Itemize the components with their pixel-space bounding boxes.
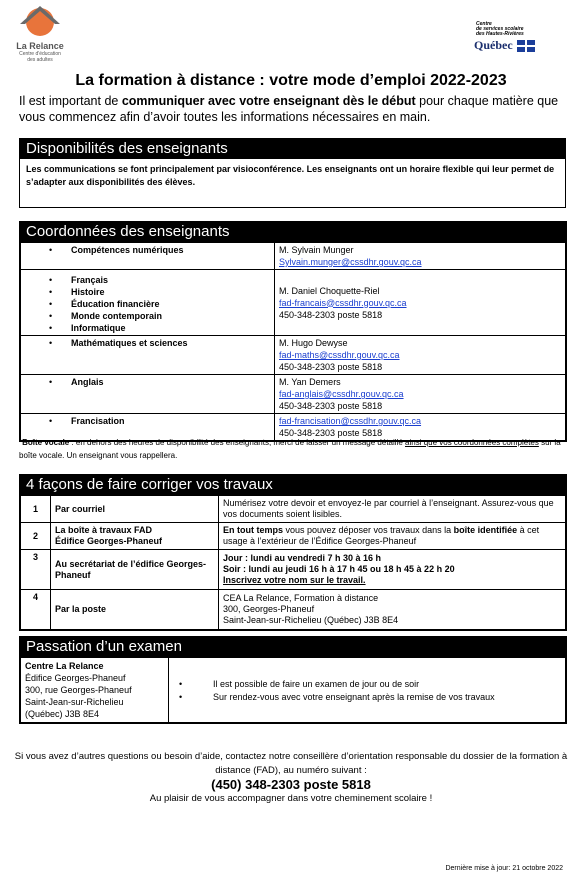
method-number: 3 bbox=[21, 550, 51, 590]
quebec-flag-icon bbox=[517, 40, 535, 52]
method-number: 1 bbox=[21, 496, 51, 523]
method-description: Jour : lundi au vendredi 7 h 30 à 16 h Soir : lundi au jeudi 16 h à 17 h 45 ou 18 h 45 à 22 h 20 Inscrivez votre nom sur le travail. bbox=[219, 550, 566, 590]
subject-item: • Francisation bbox=[25, 415, 270, 427]
teacher-email-link[interactable]: fad-francisation@cssdhr.gouv.qc.ca bbox=[279, 416, 422, 426]
exam-address: Centre La Relance Édifice Georges-Phaneuf 300, rue Georges-Phaneuf Saint-Jean-sur-Richelieu (Québec) J3B 8E4 bbox=[21, 658, 169, 723]
section-coordonnees bbox=[19, 221, 567, 442]
css-line-1: Centre bbox=[476, 21, 492, 27]
section-heading: Disponibilités des enseignants bbox=[20, 139, 565, 159]
exam-info bbox=[169, 658, 566, 723]
la-relance-logo-icon bbox=[20, 4, 60, 40]
table-row bbox=[21, 590, 566, 630]
section-heading: 4 façons de faire corriger vos travaux bbox=[20, 475, 566, 495]
method-label: Par courriel bbox=[51, 496, 219, 523]
table-row bbox=[21, 550, 566, 590]
subject-item: • Informatique bbox=[25, 322, 270, 334]
subject-item: • Monde contemporain bbox=[25, 310, 270, 322]
contact-paragraph: Si vous avez d’autres questions ou besoin d’aide, contactez notre conseillère d’orientation responsable du dossier de la formation à distance (FAD), au numéro suivant : bbox=[14, 751, 568, 776]
teacher-phone: 450-348-2303 poste 5818 bbox=[279, 428, 383, 438]
teachers-table bbox=[20, 242, 566, 441]
teacher-email-link[interactable]: fad-francais@cssdhr.gouv.qc.ca bbox=[279, 297, 407, 308]
teacher-name: M. Hugo Dewyse bbox=[279, 338, 348, 348]
quebec-wordmark: Québec bbox=[474, 38, 513, 52]
subject-item: • Histoire bbox=[25, 286, 270, 298]
table-row bbox=[21, 243, 566, 270]
teacher-phone: 450-348-2303 poste 5818 bbox=[279, 362, 383, 372]
method-description: Numérisez votre devoir et envoyez-le par courriel à l’enseignant. Assurez-vous que vos documents soient lisibles. bbox=[219, 496, 566, 523]
method-description: CEA La Relance, Formation à distance 300, Georges-Phaneuf Saint-Jean-sur-Richelieu (Québec) J3B 8E4 bbox=[219, 590, 566, 630]
section-heading: Coordonnées des enseignants bbox=[20, 222, 566, 242]
teacher-name: M. Yan Demers bbox=[279, 377, 341, 387]
logo-sub-1: Centre d'éducation bbox=[19, 51, 61, 57]
method-label: La boîte à travaux FAD Édifice Georges-Phaneuf bbox=[51, 523, 219, 550]
css-line-2: de services scolaire bbox=[476, 26, 524, 32]
section-heading: Passation d’un examen bbox=[20, 637, 566, 657]
method-label: Par la poste bbox=[51, 590, 219, 630]
teacher-email-link[interactable]: Sylvain.munger@cssdhr.gouv.qc.ca bbox=[279, 257, 422, 267]
table-row bbox=[21, 336, 566, 375]
closing-text: Au plaisir de vous accompagner dans votre cheminement scolaire ! bbox=[149, 793, 433, 804]
method-description: En tout temps vous pouvez déposer vos travaux dans la boîte identifiée à cet usage à l’extérieur de l’Édifice Georges-Phaneuf bbox=[219, 523, 566, 550]
la-relance-logo bbox=[10, 4, 70, 63]
teacher-name: M. Daniel Choquette-Riel bbox=[279, 285, 380, 296]
exam-table bbox=[20, 657, 566, 723]
method-number: 2 bbox=[21, 523, 51, 550]
exam-info-item: • Il est possible de faire un examen de jour ou de soir bbox=[169, 678, 565, 690]
method-number: 4 bbox=[21, 590, 51, 630]
methods-table bbox=[20, 495, 566, 630]
intro-paragraph: Il est important de communiquer avec votre enseignant dès le début pour chaque matière que vous commencez afin d’avoir toutes les informations nécessaires en main. bbox=[19, 94, 559, 124]
quebec-css-logo bbox=[474, 22, 566, 53]
teacher-email-link[interactable]: fad-maths@cssdhr.gouv.qc.ca bbox=[279, 350, 400, 360]
table-row bbox=[21, 270, 566, 336]
exam-info-item: • Sur rendez-vous avec votre enseignant après la remise de vos travaux bbox=[169, 691, 565, 703]
method-label: Au secrétariat de l’édifice Georges-Phaneuf bbox=[51, 550, 219, 590]
logo-name: La Relance bbox=[16, 41, 64, 51]
table-row bbox=[21, 658, 566, 723]
subject-item: • Anglais bbox=[25, 376, 270, 388]
section-travaux bbox=[19, 474, 567, 631]
table-row bbox=[21, 496, 566, 523]
table-row bbox=[21, 523, 566, 550]
logo-sub-2: des adultes bbox=[27, 57, 53, 63]
contact-phone: (450) 348-2303 poste 5818 bbox=[211, 777, 371, 792]
teacher-email-link[interactable]: fad-anglais@cssdhr.gouv.qc.ca bbox=[279, 389, 404, 399]
voicemail-note: *Boîte vocale : en dehors des heures de disponibilité des enseignants, merci de laisser un message détaillé ainsi que vos coordonnées complètes sur la boîte vocale. Un enseignant vous rappellera. bbox=[19, 438, 561, 460]
subject-item: • Français bbox=[25, 274, 270, 286]
subject-item: • Mathématiques et sciences bbox=[25, 337, 270, 349]
last-update: Dernière mise à jour: 21 octobre 2022 bbox=[445, 865, 563, 872]
teacher-phone: 450-348-2303 poste 5818 bbox=[279, 401, 383, 411]
subject-item: • Éducation financière bbox=[25, 298, 270, 310]
section-disponibilites bbox=[19, 138, 566, 208]
css-line-3: des Hautes-Rivières bbox=[476, 31, 524, 37]
page-title: La formation à distance : votre mode d’emploi 2022-2023 bbox=[75, 72, 507, 89]
teacher-phone: 450-348-2303 poste 5818 bbox=[279, 309, 383, 320]
dispo-text: Les communications se font principalement par visioconférence. Les enseignants ont un horaire flexible qui leur permet de s’adapter aux disponibilités des élèves. bbox=[26, 164, 555, 187]
table-row bbox=[21, 375, 566, 414]
teacher-name: M. Sylvain Munger bbox=[279, 245, 354, 255]
section-examen bbox=[19, 636, 567, 724]
subject-item: • Compétences numériques bbox=[25, 244, 270, 256]
